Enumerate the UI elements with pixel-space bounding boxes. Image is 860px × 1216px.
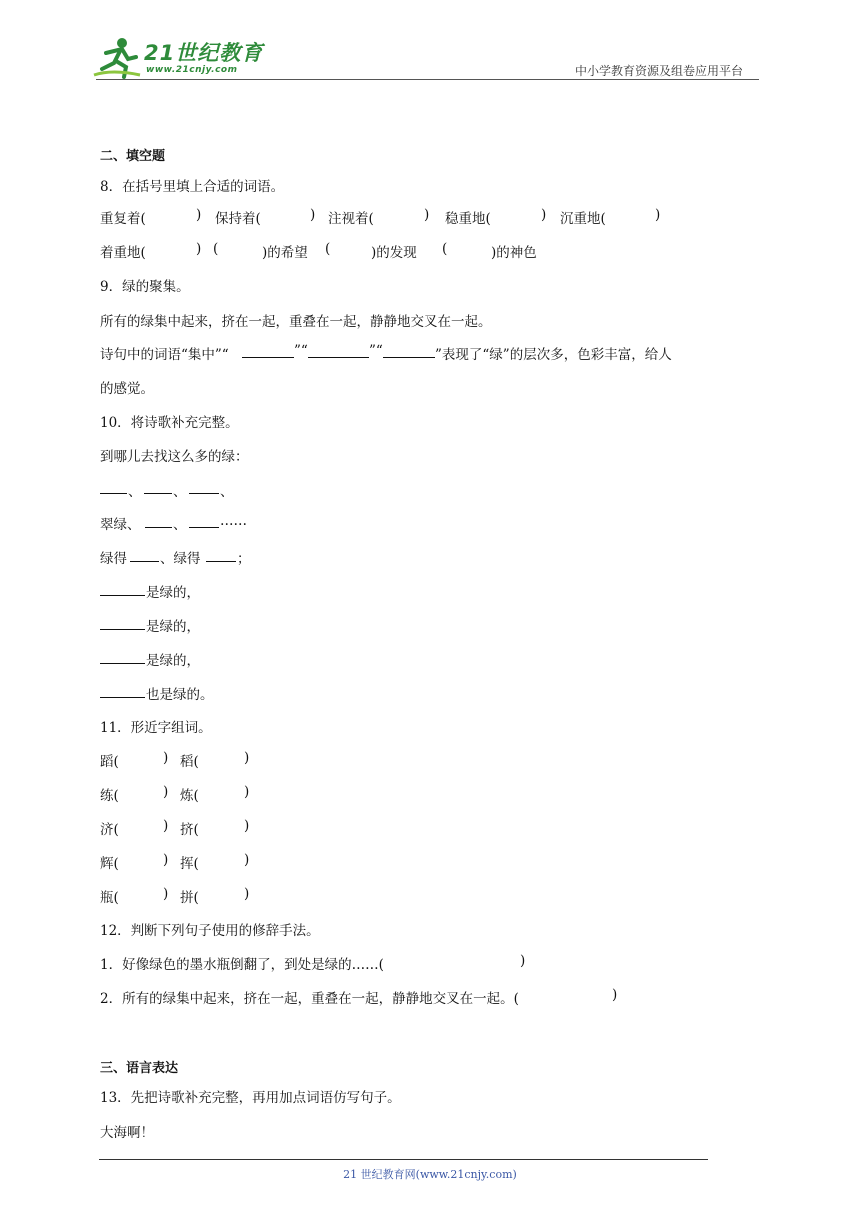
q8-r1-word1: 重复着( bbox=[100, 211, 146, 227]
header-divider bbox=[96, 79, 759, 80]
q10-l3-a: 绿得 bbox=[100, 551, 127, 567]
q8-r2-close1: ) bbox=[196, 241, 202, 257]
q12-item2: 2．所有的绿集中起来，挤在一起，重叠在一起，静静地交叉在一起。( bbox=[100, 991, 519, 1007]
q10-l1-blank1[interactable] bbox=[100, 493, 127, 494]
q9-title: 9．绿的聚集。 bbox=[100, 279, 190, 295]
q10-intro: 到哪儿去找这么多的绿： bbox=[100, 449, 249, 465]
q10-title: 10．将诗歌补充完整。 bbox=[100, 415, 239, 431]
q8-r1-close2: ) bbox=[310, 207, 316, 223]
section-title-language-expression: 三、语言表达 bbox=[100, 1061, 179, 1076]
q11-r3-b-close: ) bbox=[244, 818, 250, 834]
q8-r2-word3: )的发现 bbox=[371, 245, 417, 261]
q10-l7-text: 也是绿的。 bbox=[146, 687, 214, 703]
q11-r3-b: 挤( bbox=[180, 822, 199, 838]
site-logo bbox=[92, 33, 262, 79]
q9-blank2[interactable] bbox=[308, 357, 369, 358]
q11-r4-b: 挥( bbox=[180, 856, 199, 872]
q12-item1-close: ) bbox=[520, 953, 526, 969]
q12-item1: 1．好像绿色的墨水瓶倒翻了，到处是绿的……( bbox=[100, 957, 384, 973]
q10-l4-text: 是绿的， bbox=[146, 585, 200, 601]
q10-l6-text: 是绿的， bbox=[146, 653, 200, 669]
q10-l2-blank1[interactable] bbox=[145, 527, 172, 528]
q9-line1: 所有的绿集中起来，挤在一起，重叠在一起，静静地交叉在一起。 bbox=[100, 314, 492, 330]
q9-blank3[interactable] bbox=[383, 357, 435, 358]
q10-l3-blank1[interactable] bbox=[130, 561, 159, 562]
q10-l6-blank[interactable] bbox=[100, 663, 145, 664]
q12-title: 12．判断下列句子使用的修辞手法。 bbox=[100, 923, 320, 939]
q11-r1-b-close: ) bbox=[244, 750, 250, 766]
q9-blank1[interactable] bbox=[242, 357, 294, 358]
platform-name: 中小学教育资源及组卷应用平台 bbox=[575, 64, 744, 78]
q8-r1-close5: ) bbox=[655, 207, 661, 223]
q11-r2-a: 练( bbox=[100, 788, 119, 804]
q11-r2-b: 炼( bbox=[180, 788, 199, 804]
q8-r1-word3: 注视着( bbox=[328, 211, 374, 227]
q9-line2-a: 诗句中的词语“集中”“ bbox=[100, 347, 229, 363]
q8-r2-word2: )的希望 bbox=[262, 245, 308, 261]
footer-divider bbox=[99, 1159, 708, 1160]
q8-r1-word4: 稳重地( bbox=[445, 211, 491, 227]
q10-l3-b: 、绿得 bbox=[160, 551, 201, 567]
q8-r1-close1: ) bbox=[196, 207, 202, 223]
footer-text: 21 世纪教育网(www.21cnjy.com) bbox=[343, 1168, 517, 1181]
q8-r2-open3: ( bbox=[325, 241, 331, 257]
q10-l2-c: …… bbox=[220, 513, 247, 529]
q10-l5-text: 是绿的， bbox=[146, 619, 200, 635]
q10-l3-blank2[interactable] bbox=[206, 561, 236, 562]
q9-line2-c: ”“ bbox=[369, 343, 383, 359]
q9-line2-b: ”“ bbox=[294, 343, 308, 359]
q11-r2-b-close: ) bbox=[244, 784, 250, 800]
q8-r1-word2: 保持着( bbox=[215, 211, 261, 227]
q11-title: 11．形近字组词。 bbox=[100, 720, 212, 736]
q9-line3: 的感觉。 bbox=[100, 381, 154, 397]
q10-l1-blank3[interactable] bbox=[189, 493, 219, 494]
q11-r1-a: 蹈( bbox=[100, 754, 119, 770]
q11-r4-a-close: ) bbox=[163, 852, 169, 868]
q8-r1-close3: ) bbox=[424, 207, 430, 223]
q10-l1-sep1: 、 bbox=[128, 484, 142, 500]
q11-r2-a-close: ) bbox=[163, 784, 169, 800]
q11-r4-a: 辉( bbox=[100, 856, 119, 872]
q8-r1-word5: 沉重地( bbox=[560, 211, 606, 227]
q11-r4-b-close: ) bbox=[244, 852, 250, 868]
q9-line2-d: ”表现了“绿”的层次多，色彩丰富，给人 bbox=[435, 347, 672, 363]
q11-r3-a-close: ) bbox=[163, 818, 169, 834]
q10-l2-b: 、 bbox=[173, 517, 187, 533]
q11-r5-a: 瓶( bbox=[100, 890, 119, 906]
q10-l2-blank2[interactable] bbox=[189, 527, 219, 528]
q8-title: 8．在括号里填上合适的词语。 bbox=[100, 179, 285, 195]
q10-l1-sep2: 、 bbox=[173, 484, 187, 500]
q10-l5-blank[interactable] bbox=[100, 629, 145, 630]
q11-r5-b-close: ) bbox=[244, 886, 250, 902]
q8-r2-word4: )的神色 bbox=[491, 245, 537, 261]
logo-text: 21世纪教育 bbox=[144, 41, 264, 65]
q13-line1: 大海啊！ bbox=[100, 1125, 154, 1141]
runner-icon bbox=[92, 35, 142, 79]
section-title-fill-blank: 二、填空题 bbox=[100, 149, 166, 164]
q11-r1-a-close: ) bbox=[163, 750, 169, 766]
q12-item2-close: ) bbox=[612, 987, 618, 1003]
q8-r2-open4: ( bbox=[442, 241, 448, 257]
logo-url: www.21cnjy.com bbox=[146, 65, 238, 75]
q10-l4-blank[interactable] bbox=[100, 595, 145, 596]
q10-l2-a: 翠绿、 bbox=[100, 517, 141, 533]
q10-l3-c: ； bbox=[237, 551, 251, 567]
q10-l1-sep3: 、 bbox=[220, 484, 234, 500]
q8-r1-close4: ) bbox=[541, 207, 547, 223]
q8-r2-word1: 着重地( bbox=[100, 245, 146, 261]
q10-l1-blank2[interactable] bbox=[144, 493, 172, 494]
q11-r3-a: 济( bbox=[100, 822, 119, 838]
q11-r5-a-close: ) bbox=[163, 886, 169, 902]
q11-r5-b: 拼( bbox=[180, 890, 199, 906]
q10-l7-blank[interactable] bbox=[100, 697, 145, 698]
q8-r2-open2: ( bbox=[213, 241, 219, 257]
q13-title: 13．先把诗歌补充完整，再用加点词语仿写句子。 bbox=[100, 1090, 401, 1106]
q11-r1-b: 稻( bbox=[180, 754, 199, 770]
